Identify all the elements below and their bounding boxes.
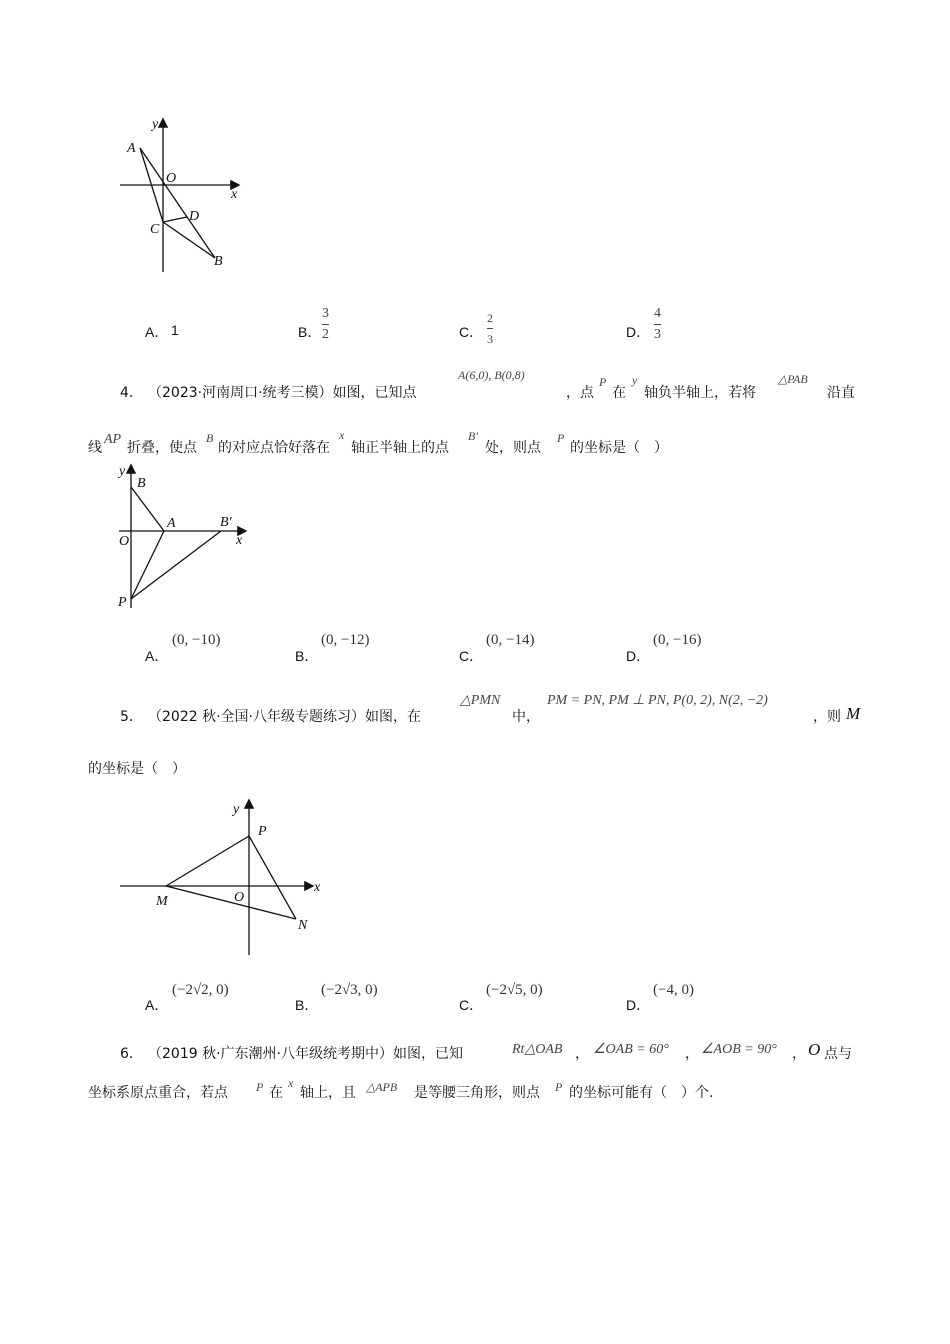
segment-AP [131,531,164,599]
q5-option-b-value: (−2√3, 0) [321,982,378,998]
q6-text: ， [575,1046,589,1062]
q4-math-y: y [632,373,638,387]
q6-text: 在 [269,1085,283,1101]
label-y: y [119,464,126,479]
segment-MN [166,886,296,919]
q5-source: （2022 秋·全国·八年级专题练习）如图，在 [148,709,421,725]
label-O: O [234,890,245,905]
q4-option-d-letter: D． [626,648,651,664]
q5-option-c-value: (−2√5, 0) [486,982,543,998]
q6-math-angle-aob: ∠AOB = 90° [701,1042,777,1057]
q4-figure [105,460,255,615]
q6-math-apb: △APB [366,1080,398,1094]
q5-figure [115,795,335,960]
q3-option-a-letter: A． [145,324,169,340]
q6-text: ， [792,1046,806,1062]
q4-text: 线 [88,440,102,456]
label-x: x [314,880,321,895]
denominator: 3 [654,327,661,342]
q4-text: 沿直 [827,385,855,401]
q5-option-d-value: (−4, 0) [653,982,694,998]
q5-option-d-letter: D． [626,997,651,1013]
q6-math-p2: P [555,1080,563,1094]
segment-MP [166,836,249,886]
label-M: M [156,894,168,909]
q4-number: 4． [120,385,143,401]
q4-text: ，点 [566,385,594,401]
numerator: 4 [654,306,661,321]
q4-source: （2023·河南周口·统考三模）如图，已知点 [148,385,417,401]
label-y: y [233,802,240,817]
q3-option-a-value: 1 [171,322,179,338]
q4-option-b-letter: B． [295,648,319,664]
q4-text: 在 [612,385,626,401]
label-P: P [118,595,127,610]
label-A: A [167,516,176,531]
segment-AB [140,148,215,258]
q4-math-x: x [339,428,345,442]
q3-figure [110,110,250,280]
q6-math-p: P [256,1080,264,1094]
q4-text: 轴正半轴上的点 [351,440,449,456]
q5-text: ，则 [813,709,841,725]
label-B: B [214,254,223,269]
q3-option-b-fraction [322,306,329,343]
segment-PBprime [131,531,221,599]
q4-text: 折叠，使点 [127,440,197,456]
q4-math-points: A(6,0), B(0,8) [458,368,525,382]
label-D: D [189,209,200,224]
q4-math-pab: △PAB [778,372,808,386]
label-O: O [166,171,177,186]
label-O: O [119,534,130,549]
label-x: x [236,533,243,548]
q4-math-p2: P [557,431,565,445]
label-y: y [152,117,159,132]
q6-text: 坐标系原点重合，若点 [88,1085,228,1101]
q4-option-c-value: (0, −14) [486,632,535,648]
q4-math-b: B [206,431,214,445]
q5-option-b-letter: B． [295,997,319,1013]
label-A: A [127,141,136,156]
q4-option-c-letter: C． [459,648,484,664]
q5-math-pmn: △PMN [460,693,501,708]
q4-option-a-letter: A． [145,648,169,664]
q4-option-d-value: (0, −16) [653,632,702,648]
q3-option-d-letter: D． [626,324,651,340]
segment-CD [163,217,187,222]
label-Bprime: B′ [220,515,232,530]
label-P: P [258,824,267,839]
denominator: 3 [487,332,493,346]
q5-option-c-letter: C． [459,997,484,1013]
segment-PN [249,836,296,919]
q3-option-b-letter: B． [298,324,322,340]
q6-math-triangle: Rt△OAB [512,1042,563,1057]
q6-text: 的坐标可能有（ ）个. [569,1085,714,1101]
q6-math-angle-oab: ∠OAB = 60° [593,1042,669,1057]
denominator: 2 [322,327,329,342]
q6-text: 是等腰三角形，则点 [414,1085,540,1101]
q5-math-m: M [846,704,861,723]
q4-math-ap: AP [104,432,122,447]
q6-text: ， [685,1046,699,1062]
q6-text: 轴上，且 [300,1085,356,1101]
q4-text: 轴负半轴上，若将 [644,385,756,401]
label-x: x [231,187,238,202]
q5-number: 5． [120,709,143,725]
segment-CB [163,222,215,258]
q5-option-a-value: (−2√2, 0) [172,982,229,998]
q6-math-x: x [288,1076,294,1090]
segment-BA [131,487,164,531]
q6-number: 6． [120,1046,143,1062]
q4-math-bprime: B′ [468,429,478,443]
q4-math-p: P [599,375,607,389]
label-N: N [298,918,308,933]
q6-text: 点与 [824,1046,852,1062]
q4-text: 处，则点 [485,440,541,456]
q5-text: 中， [512,709,540,725]
q6-math-o: O [808,1040,821,1059]
q5-math-conditions: PM = PN, PM ⊥ PN, P(0, 2), N(2, −2) [547,693,768,708]
numerator: 3 [322,306,329,321]
q4-text: 的对应点恰好落在 [218,440,330,456]
q3-option-c-letter: C． [459,324,484,340]
q4-option-a-value: (0, −10) [172,632,221,648]
q4-option-b-value: (0, −12) [321,632,370,648]
q3-option-c-fraction [487,310,493,347]
q5-text: 的坐标是（ ） [88,761,186,777]
q3-option-d-fraction [654,306,661,343]
label-C: C [150,222,160,237]
q5-option-a-letter: A． [145,997,169,1013]
label-B: B [137,476,146,491]
q4-text: 的坐标是（ ） [570,440,668,456]
q6-source: （2019 秋·广东潮州·八年级统考期中）如图，已知 [148,1046,463,1062]
numerator: 2 [487,311,493,325]
